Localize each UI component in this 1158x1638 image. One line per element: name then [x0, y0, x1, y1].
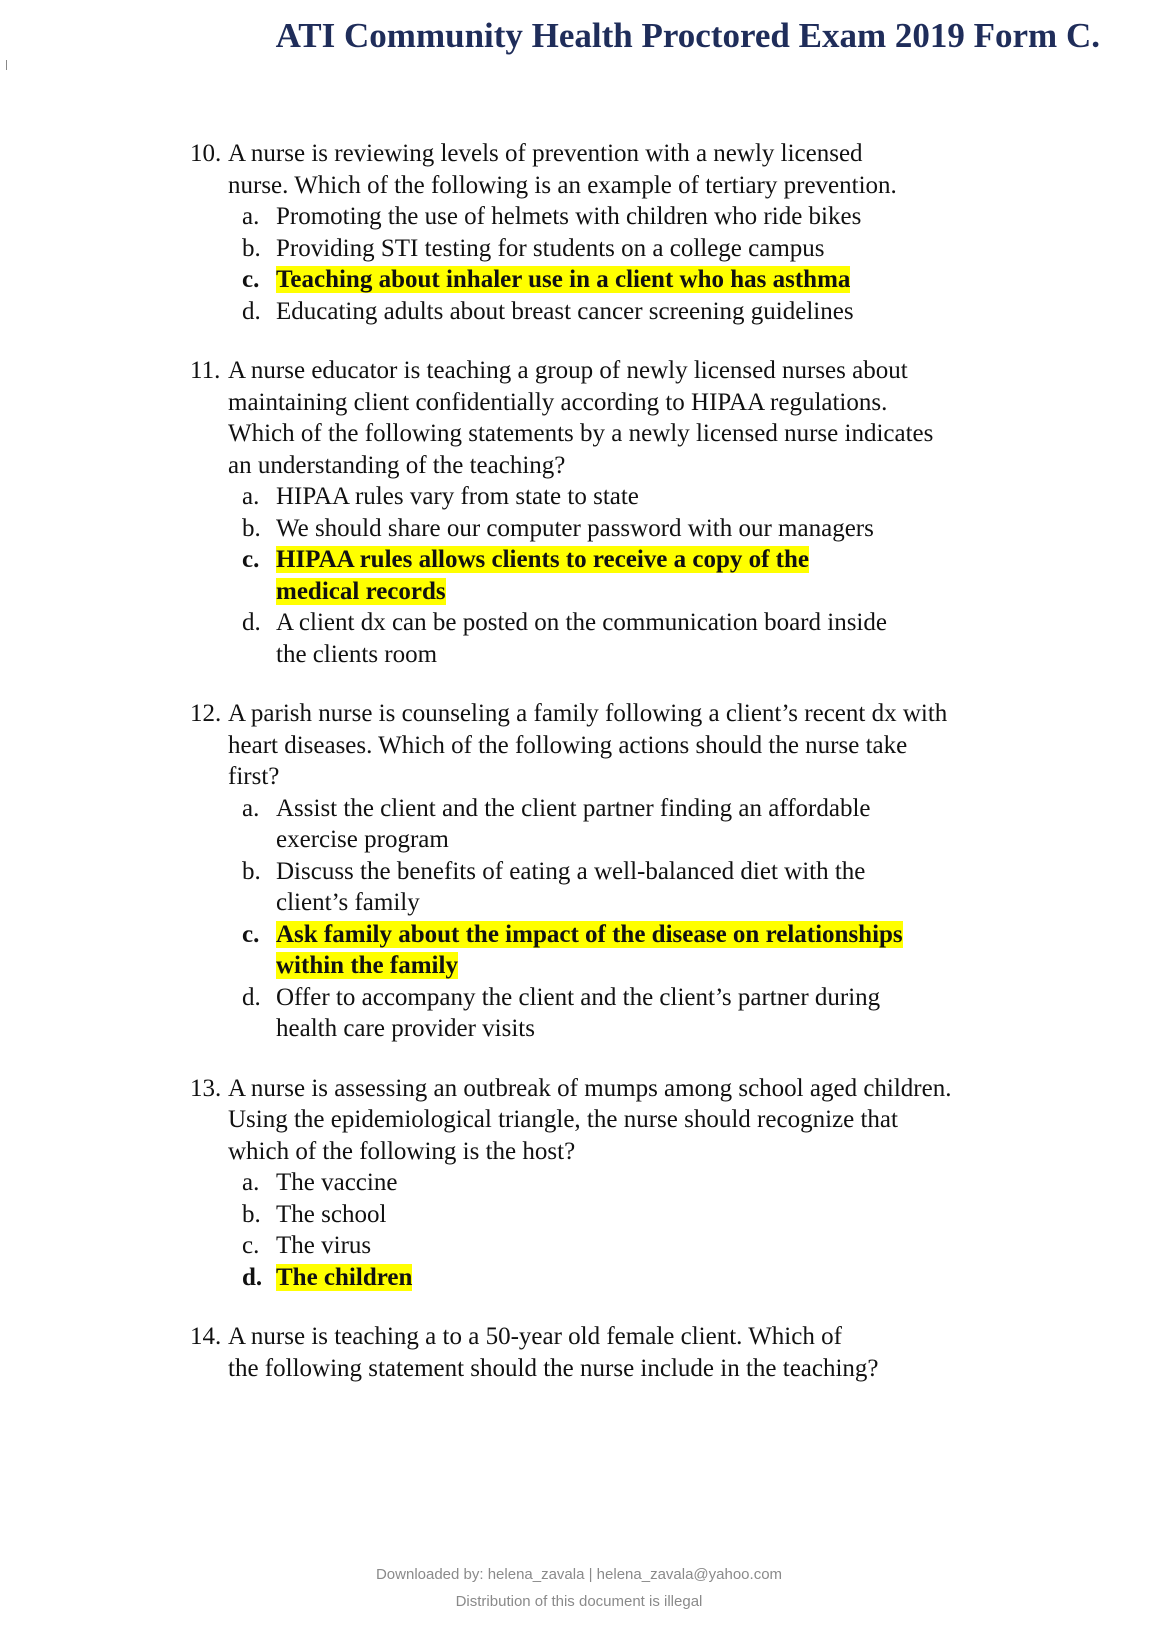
option-list — [190, 201, 1070, 327]
option-text: Educating adults about breast cancer screening guidelines — [276, 297, 854, 325]
answer-option-correct — [242, 264, 1070, 296]
highlight-line: Ask family about the impact of the disease on relationships — [276, 920, 903, 948]
option-label: b. — [242, 514, 261, 542]
question-stem — [190, 138, 1070, 201]
option-text: The school — [276, 1200, 387, 1228]
question-12 — [190, 698, 1070, 1045]
highlight-line: Teaching about inhaler use in a client who has asthma — [276, 266, 851, 293]
option-label: b. — [242, 857, 261, 885]
question-text: A nurse is assessing an outbreak of mumps among school aged children. Using the epidemiological triangle, the nurse should recognize that which of the following is the host? — [228, 1074, 952, 1165]
option-text: The vaccine — [276, 1169, 398, 1196]
answer-option-correct — [242, 544, 1070, 607]
option-text-highlighted — [276, 919, 1070, 982]
option-label: a. — [242, 1169, 260, 1196]
question-number: 12. — [190, 700, 222, 727]
question-stem — [190, 1073, 1070, 1168]
highlight-line: within the family — [276, 952, 458, 979]
option-label: d. — [242, 1263, 263, 1291]
option-label: d. — [242, 983, 261, 1011]
highlight-line: The children — [276, 1263, 413, 1291]
option-label: c. — [242, 920, 260, 948]
option-text: Offer to accompany the client and the client’s partner during health care provider visits — [276, 983, 881, 1042]
option-text: Discuss the benefits of eating a well-balanced diet with the client’s family — [276, 857, 866, 916]
question-number: 10. — [190, 140, 222, 167]
question-14 — [190, 1321, 1070, 1384]
option-label: c. — [242, 266, 260, 293]
question-stem — [190, 698, 1070, 793]
option-list — [190, 1167, 1070, 1293]
answer-option — [242, 201, 1070, 233]
question-11 — [190, 355, 1070, 670]
answer-option-correct — [242, 919, 1070, 982]
question-number: 13. — [190, 1074, 222, 1102]
question-number: 14. — [190, 1323, 222, 1350]
answer-option — [242, 982, 1070, 1045]
answer-option — [242, 481, 1070, 513]
highlight-line: HIPAA rules allows clients to receive a copy of the — [276, 546, 810, 573]
question-stem — [190, 355, 1070, 481]
answer-option — [242, 856, 1070, 919]
option-label: a. — [242, 794, 260, 822]
edge-mark — [6, 60, 7, 70]
option-text: A client dx can be posted on the communication board inside the clients room — [276, 609, 887, 668]
answer-option — [242, 607, 1070, 670]
question-stem — [190, 1321, 1070, 1384]
option-text: Promoting the use of helmets with children who ride bikes — [276, 203, 862, 230]
document-title: ATI Community Health Proctored Exam 2019 Form C. — [275, 16, 1100, 55]
answer-option — [242, 1167, 1070, 1199]
answer-option — [242, 233, 1070, 265]
option-label: b. — [242, 1200, 261, 1228]
answer-option-correct — [242, 1262, 1070, 1294]
option-text: We should share our computer password with our managers — [276, 514, 874, 542]
option-label: a. — [242, 483, 260, 510]
answer-option — [242, 513, 1070, 545]
question-text: A nurse is teaching a to a 50-year old female client. Which of the following statement should the nurse include in the teaching? — [228, 1323, 879, 1382]
option-text-highlighted — [276, 544, 1070, 607]
answer-option — [242, 1230, 1070, 1262]
question-text: A nurse is reviewing levels of prevention with a newly licensed nurse. Which of the following is an example of tertiary prevention. — [228, 140, 897, 199]
option-label: d. — [242, 609, 261, 636]
option-text: HIPAA rules vary from state to state — [276, 483, 639, 510]
option-label: c. — [242, 1232, 260, 1259]
option-label: a. — [242, 203, 260, 230]
footer-downloaded-by: Downloaded by: helena_zavala | helena_zavala@yahoo.com — [375, 1566, 783, 1583]
option-label: b. — [242, 234, 261, 262]
answer-option — [242, 793, 1070, 856]
option-text-highlighted — [276, 1262, 1070, 1294]
question-text: A parish nurse is counseling a family following a client’s recent dx with heart diseases. Which of the following actions should the nurse take first? — [228, 700, 948, 790]
question-13 — [190, 1073, 1070, 1294]
question-number: 11. — [190, 357, 221, 384]
question-list — [190, 138, 1070, 1412]
option-label: c. — [242, 546, 260, 573]
option-text: Providing STI testing for students on a college campus — [276, 234, 825, 262]
question-10 — [190, 138, 1070, 327]
option-label: d. — [242, 297, 261, 325]
option-list — [190, 793, 1070, 1045]
highlight-line: medical records — [276, 577, 446, 605]
option-text-highlighted — [276, 264, 1070, 296]
question-text: A nurse educator is teaching a group of newly licensed nurses about maintaining client confidentially according to HIPAA regulations. Which of the following statements by a newly licensed nurse indicates an understanding of the teaching? — [228, 357, 934, 479]
answer-option — [242, 296, 1070, 328]
option-list — [190, 481, 1070, 670]
option-text: Assist the client and the client partner finding an affordable exercise program — [276, 794, 871, 853]
option-text: The virus — [276, 1232, 372, 1259]
footer-distribution-notice: Distribution of this document is illegal — [455, 1593, 703, 1610]
answer-option — [242, 1199, 1070, 1231]
